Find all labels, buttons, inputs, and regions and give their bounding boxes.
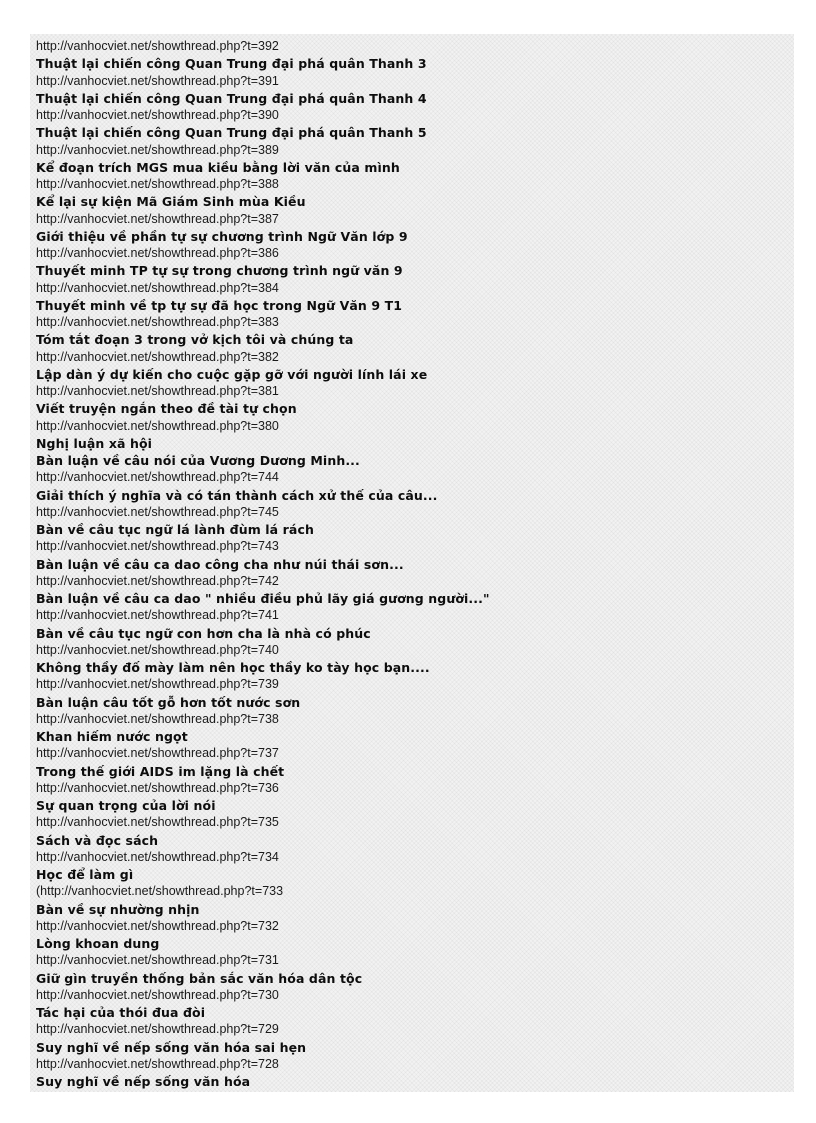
thread-url-line: http://vanhocviet.net/showthread.php?t=392 — [36, 39, 279, 53]
topic-title-line: Học để làm gì — [36, 867, 134, 882]
thread-url-line: http://vanhocviet.net/showthread.php?t=734 — [36, 849, 279, 864]
topic-title-line: Giữ gìn truyền thống bản sắc văn hóa dân tộc — [36, 970, 363, 986]
thread-url-line: http://vanhocviet.net/showthread.php?t=730 — [36, 987, 279, 1002]
topic-title-line: Thuyết minh về tp tự sự đã học trong Ngữ Văn 9 T1 — [36, 297, 403, 313]
topic-title-line: Kể lại sự kiện Mã Giám Sinh mùa Kiều — [36, 194, 306, 210]
thread-url-line: http://vanhocviet.net/showthread.php?t=391 — [36, 73, 279, 88]
topic-title-line: Thuật lại chiến công Quan Trung đại phá quân Thanh 5 — [36, 125, 427, 141]
thread-url-line: http://vanhocviet.net/showthread.php?t=388 — [36, 177, 279, 191]
topic-title-line: Suy nghĩ về nếp sống văn hóa sai hẹn — [36, 1039, 307, 1055]
thread-url-line: http://vanhocviet.net/showthread.php?t=387 — [36, 211, 279, 226]
thread-url-line: http://vanhocviet.net/showthread.php?t=739 — [36, 677, 279, 692]
topic-title-line: Suy nghĩ về nếp sống văn hóa — [36, 1074, 251, 1089]
thread-url-line: http://vanhocviet.net/showthread.php?t=738 — [36, 711, 279, 726]
thread-url-line: http://vanhocviet.net/showthread.php?t=729 — [36, 1022, 279, 1037]
topic-title-line: Sự quan trọng của lời nói — [36, 798, 216, 813]
thread-url-line: http://vanhocviet.net/showthread.php?t=389 — [36, 142, 279, 157]
thread-url-line: http://vanhocviet.net/showthread.php?t=381 — [36, 384, 279, 398]
topic-title-line: Tác hại của thói đua đòi — [36, 1005, 206, 1020]
thread-url-line: http://vanhocviet.net/showthread.php?t=384 — [36, 280, 279, 295]
thread-url-line: http://vanhocviet.net/showthread.php?t=732 — [36, 918, 279, 933]
thread-url-line: (http://vanhocviet.net/showthread.php?t=733 — [36, 884, 284, 899]
topic-title-line: Không thầy đố mày làm nên học thầy ko tày học bạn.... — [36, 660, 430, 675]
thread-url-line: http://vanhocviet.net/showthread.php?t=735 — [36, 815, 279, 830]
thread-url-line: http://vanhocviet.net/showthread.php?t=745 — [36, 504, 279, 519]
thread-url-line: http://vanhocviet.net/showthread.php?t=380 — [36, 418, 279, 433]
thread-url-line: http://vanhocviet.net/showthread.php?t=383 — [36, 315, 279, 329]
thread-url-line: http://vanhocviet.net/showthread.php?t=736 — [36, 780, 279, 795]
thread-url-line: http://vanhocviet.net/showthread.php?t=382 — [36, 349, 279, 364]
topic-title-line: Thuật lại chiến công Quan Trung đại phá quân Thanh 4 — [36, 90, 427, 106]
thread-url-line: http://vanhocviet.net/showthread.php?t=740 — [36, 642, 279, 657]
thread-url-line: http://vanhocviet.net/showthread.php?t=728 — [36, 1056, 279, 1071]
topic-title-line: Giải thích ý nghĩa và có tán thành cách xử thế của câu... — [36, 487, 438, 503]
topic-title-line: Bàn luận về câu nói của Vương Dương Minh... — [36, 453, 360, 468]
topic-title-line: Bàn luận về câu ca dao " nhiều điều phủ lãy giá gương người..." — [36, 591, 490, 606]
topic-title-line: Bàn luận về câu ca dao công cha như núi thái sơn... — [36, 556, 404, 572]
document-line-list — [36, 38, 786, 1090]
thread-url-line: http://vanhocviet.net/showthread.php?t=742 — [36, 573, 279, 588]
thread-url-line: http://vanhocviet.net/showthread.php?t=737 — [36, 746, 279, 761]
topic-title-line: Thuật lại chiến công Quan Trung đại phá quân Thanh 3 — [36, 56, 427, 72]
thread-url-line: http://vanhocviet.net/showthread.php?t=743 — [36, 539, 279, 554]
topic-title-line: Lập dàn ý dự kiến cho cuộc gặp gỡ với người lính lái xe — [36, 366, 428, 382]
topic-title-line: Sách và đọc sách — [36, 832, 159, 848]
topic-title-line: Viết truyện ngắn theo đề tài tự chọn — [36, 401, 297, 417]
topic-title-line: Bàn về câu tục ngữ lá lành đùm lá rách — [36, 522, 314, 537]
topic-title-line: Bàn về câu tục ngữ con hơn cha là nhà có phúc — [36, 625, 371, 641]
topic-title-line: Nghị luận xã hội — [36, 435, 153, 451]
topic-title-line: Trong thế giới AIDS im lặng là chết — [36, 763, 285, 779]
topic-title-line: Tóm tắt đoạn 3 trong vở kịch tôi và chúng ta — [36, 332, 354, 348]
thread-url-line: http://vanhocviet.net/showthread.php?t=390 — [36, 108, 279, 122]
thread-url-line: http://vanhocviet.net/showthread.php?t=386 — [36, 246, 279, 260]
topic-title-line: Bàn về sự nhường nhịn — [36, 901, 200, 917]
topic-title-line: Bàn luận câu tốt gỗ hơn tốt nước sơn — [36, 694, 301, 710]
topic-title-line: Lòng khoan dung — [36, 936, 160, 951]
topic-title-line: Khan hiếm nước ngọt — [36, 729, 188, 744]
thread-url-line: http://vanhocviet.net/showthread.php?t=741 — [36, 608, 279, 623]
thread-url-line: http://vanhocviet.net/showthread.php?t=731 — [36, 953, 279, 968]
thread-url-line: http://vanhocviet.net/showthread.php?t=744 — [36, 470, 279, 485]
topic-title-line: Thuyết minh TP tự sự trong chương trình ngữ văn 9 — [36, 263, 403, 279]
topic-title-line: Kể đoạn trích MGS mua kiều bằng lời văn của mình — [36, 159, 400, 175]
topic-title-line: Giới thiệu về phần tự sự chương trình Ngữ Văn lớp 9 — [36, 228, 408, 244]
